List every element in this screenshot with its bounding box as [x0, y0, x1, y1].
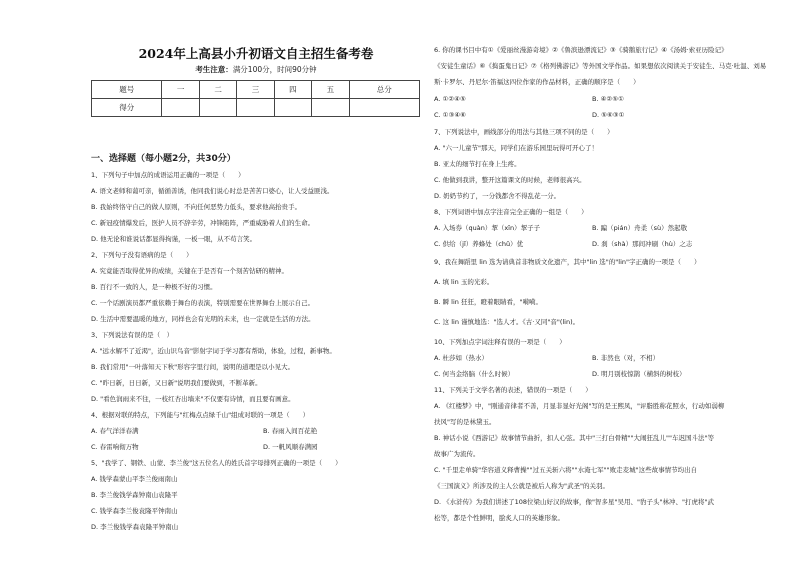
question-line: 4、根据对联的特点，下列能与"红梅点点绿千山"组成对联的一项是（ ） [91, 411, 310, 419]
question-line: B. 我们常用"一叶落知天下秋"形容字里行间，说明的道理是以小见大。 [91, 363, 295, 371]
question-line: 9、我在舞蹈里 lin 选为请典首非物质文化遗产，其中"lin 选"的"lin"字正确的一项是（ ） [434, 258, 701, 266]
score-cell[interactable] [312, 99, 349, 117]
question-line: D. 明月别枝惊鹊（横斜的树枝） [592, 370, 686, 378]
question-line: 5、"我学了、钢铁、山蒙、李兰俊"这五位名人的姓氏首字母排列正确的一项是（ ） [91, 459, 342, 467]
question-line: C. 钱学森李兰俊袁隆平钟南山 [91, 507, 178, 515]
question-line: B. 李兰俊钱学森钟南山袁隆平 [91, 491, 178, 499]
score-header-cell: 四 [274, 81, 311, 99]
question-line: A. 《红楼梦》中，"刚通音律者不善，月显非显好光阁"写的是王熙凤，"评脂胜称花照水，行动如弱柳 [434, 402, 725, 410]
question-line: B. 春雨入间百花艳 [263, 427, 318, 435]
question-line: D. 一帆风顺春满园 [263, 443, 318, 451]
question-line: 松等，都是个性鲜明，脍炙人口的英雄形象。 [434, 514, 564, 522]
question-line: A. 语文老师和蔼可亲，循循善诱，他同我们说心时总是苦苦口婆心，让人受益匪浅。 [91, 187, 334, 195]
question-line: A. "六一儿童节"那天，同学们在游乐园里玩得可开心了！ [434, 144, 598, 152]
question-line: B. ④②⑤① [592, 95, 624, 103]
question-line: C. 供给（jǐ）养蜂处（chǔ）优 [434, 240, 524, 248]
question-line: A. 春气洋洋春满 [91, 427, 139, 435]
question-line: D. 《水浒传》为我们讲述了108位梁山好汉的故事，像"智多星"吴用、"豹子头"林冲、"打虎将"武 [434, 498, 714, 506]
question-line: A. 杜莎如（热水） [434, 354, 488, 362]
question-line: 11、下列关于文学名著的表述，错误的一项是（ ） [434, 386, 592, 394]
question-line: 《三国演义》所涉及的主人公就是被后人称为"武圣"的关羽。 [434, 482, 609, 490]
question-line: 故事广为流传。 [434, 450, 480, 458]
question-line: 扶风"写的是林黛玉。 [434, 418, 496, 426]
question-line: A. 钱学森蒙山平李兰俊雨南山 [91, 475, 178, 483]
question-line: 6. 你的课书目中有①《爱丽丝漫游奇境》②《鲁滨逊漂流记》③《骑鹅旅行记》④《汤姆·索亚历险记》 [434, 46, 728, 54]
question-line: B. 非然也（对，不相） [592, 354, 660, 362]
question-line: C. 何当金络脑（什么时候） [434, 370, 515, 378]
question-line: 斯·卡罗尔、丹尼尔·笛福这四位作家的作品材料，正确的顺序是（ ） [434, 78, 640, 86]
score-cell[interactable] [162, 99, 199, 117]
question-line: C. 新冠疫情爆发后，医护人员不辞辛劳，冲锋陷阵，严重威胁着人们的生命。 [91, 219, 315, 227]
question-line: B. 我始终恪守自己的做人原则，不向任何恶势力低头，要求他高抬贵手。 [91, 203, 302, 211]
question-line: 8、下列词语中加点字注音完全正确的一组是（ ） [434, 208, 588, 216]
notice-label: 考生注意： [195, 65, 233, 74]
question-line: 1、下列句子中加点的成语运用正确的一项是（ ） [91, 171, 245, 179]
score-cell[interactable] [274, 99, 311, 117]
exam-notice [86, 64, 426, 75]
score-header-cell: 题号 [92, 81, 162, 99]
question-line: A. "远水解不了近渴"，近山识鸟音"影射字词于学习都有帮助，体验，过程，新事物。 [91, 347, 336, 355]
question-line: A. 填 lin 玉的光彩。 [434, 278, 494, 286]
score-header-cell: 总分 [349, 81, 419, 99]
question-line: D. 奶奶节约了，一分钱都舍不得乱花一分。 [434, 192, 561, 200]
question-line: A. 究竟能否取得优异的成绩，关键在于是否有一个刻苦钻研的精神。 [91, 267, 288, 275]
question-line: B. 百行不一致的人，是一种极不好的习惯。 [91, 283, 217, 291]
question-line: B. 蹁（pián）舟柔（sù）然起敬 [592, 224, 688, 232]
section-heading: 一、选择题（每小题2分，共30分） [91, 154, 236, 164]
question-line: 《安徒生童话》⑥《捣蛋鬼日记》⑦《格列佛游记》等外国文学作品。如果想依次阅读关于安徒生、马克·吐温、刘易 [434, 62, 767, 70]
question-line: B. 亚太的细节打在身上生疼。 [434, 160, 521, 168]
question-line: A. 入场券（quàn）挈（xīn）挈子子 [434, 224, 541, 232]
question-line: C. 春雷响彻万物 [91, 443, 139, 451]
score-row-label: 得分 [92, 99, 162, 117]
question-line: C. 这 lin 谨慎地选："选人才。《古·又同"音"(lin)。 [434, 318, 580, 326]
question-line: 2、下列句子没有语病的是（ ） [91, 251, 193, 259]
question-line: 10、下列加点字词注释有误的一项是（ ） [434, 338, 566, 346]
score-header-cell: 五 [312, 81, 349, 99]
question-line: D. 刹（shà）那间冲刷（hù）之志 [592, 240, 693, 248]
question-line: A. ①②④⑤ [434, 95, 466, 103]
question-line: C. 一个话剧演员都严重依赖于舞台的表演，特别需要在世界舞台上展示自己。 [91, 299, 315, 307]
exam-title: 2024年上高县小升初语文自主招生备考卷 [138, 46, 374, 61]
question-line: C. ①③④⑥ [434, 111, 466, 119]
question-line: 7、下列说法中，画线部分的用法与其他三项不同的是（ ） [434, 128, 614, 136]
question-line: C. "昨日新，日日新，又日新"说明我们要做到，不断革新。 [91, 379, 262, 387]
question-line: D. 他无论和谁说话都显得拘谨，一板一眼，从不苟言笑。 [91, 235, 257, 243]
question-line: B. 神话小说《西游记》故事情节曲折，扣人心弦。其中"三打白骨精""大闹狂乱儿""车迟国斗法"等 [434, 434, 715, 442]
question-line: D. "看色润雨来不往，一枝红杏出墙来"不仅要有诗情，而且要有画意。 [91, 395, 295, 403]
notice-text: 满分100分，时间90分钟 [232, 65, 317, 74]
score-table-header-row [92, 81, 420, 99]
score-table [91, 80, 420, 117]
question-line: 3、下列说法有误的是（ ） [91, 331, 174, 339]
question-line: D. 生活中需要温暖的地方，同样也会有光明的未来，也一定就是生活的方法。 [91, 315, 315, 323]
question-line: C. 他做到我讲，整开这篇课文的时候，老师很高兴。 [434, 176, 586, 184]
question-line: C. "千里走单骑"华容道义释曹操""过五关斩六将""水淹七军""败走麦城"这些故事情节均出自 [434, 466, 698, 474]
score-header-cell: 三 [237, 81, 274, 99]
score-header-cell: 二 [199, 81, 236, 99]
score-cell[interactable] [199, 99, 236, 117]
score-cell[interactable] [349, 99, 419, 117]
question-line: D. 李兰俊钱学森袁隆平钟南山 [91, 523, 179, 531]
score-header-cell: 一 [162, 81, 199, 99]
question-line: B. 瞬 lin 狂狂，瞪着眼睛看，"嗬嗬。 [434, 298, 542, 306]
score-table-score-row [92, 99, 420, 117]
score-cell[interactable] [237, 99, 274, 117]
question-line: D. ⑤⑥③① [592, 111, 625, 119]
